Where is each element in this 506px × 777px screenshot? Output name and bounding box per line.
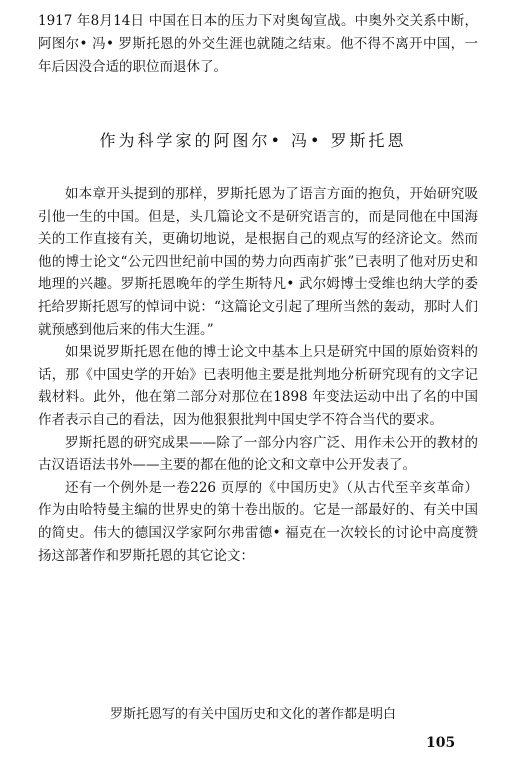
quote-line: 罗斯托恩写的有关中国历史和文化的著作都是明白 — [109, 707, 396, 722]
intro-paragraph: 1917 年8月14日 中国在日本的压力下对奥匈宣战。中奥外交关系中断，阿图尔• 冯• 罗斯托恩的外交生涯也就随之结束。他不得不离开中国，一年后因没合适的职位而退休了。 — [38, 13, 478, 75]
section-heading: 作为科学家的阿图尔• 冯• 罗斯托恩 — [99, 131, 407, 150]
page-number: 105 — [426, 735, 456, 751]
body-paragraph-4: 还有一个例外是一卷226 页厚的《中国历史》（从古代至辛亥革命）作为由哈特曼主编的世界史的第十卷出版的。它是一部最好的、有关中国的简史。伟大的德国汉学家阿尔弗雷德• 福克在一次较长的讨论中高度赞扬这部著作和罗斯托恩的其它论文： — [38, 479, 478, 564]
body-paragraph-3: 罗斯托恩的研究成果——除了一部分内容广泛、用作未公开的教材的古汉语语法书外——主要的都在他的论文和文章中公开发表了。 — [38, 434, 478, 474]
body-paragraph-2: 如果说罗斯托恩在他的博士论文中基本上只是研究中国的原始资料的话，那《中国史学的开始》已表明他主要是批判地分析研究现有的文字记载材料。此外，他在第二部分对那位在1898 年变法运动中出了名的中国作者表示自己的看法，因为他狠狠批判中国史学不符合当代的要求。 — [38, 344, 478, 428]
body-text — [38, 183, 478, 567]
body-paragraph-1: 如本章开头提到的那样，罗斯托恩为了语言方面的抱负，开始研究吸引他一生的中国。但是，头几篇论文不是研究语言的，而是同他在中国海关的工作直接有关，更确切地说，是根据自己的观点写的经济论文。然而他的博士论文“公元四世纪前中国的势力向西南扩张”已表明了他对历史和地理的兴趣。罗斯托恩晚年的学生斯特凡• 武尔姆博士受维也纳大学的委托给罗斯托恩写的悼词中说：“这篇论文引起了理所当然的轰动，那时人们就预感到他后来的伟大生涯。” — [38, 186, 478, 338]
